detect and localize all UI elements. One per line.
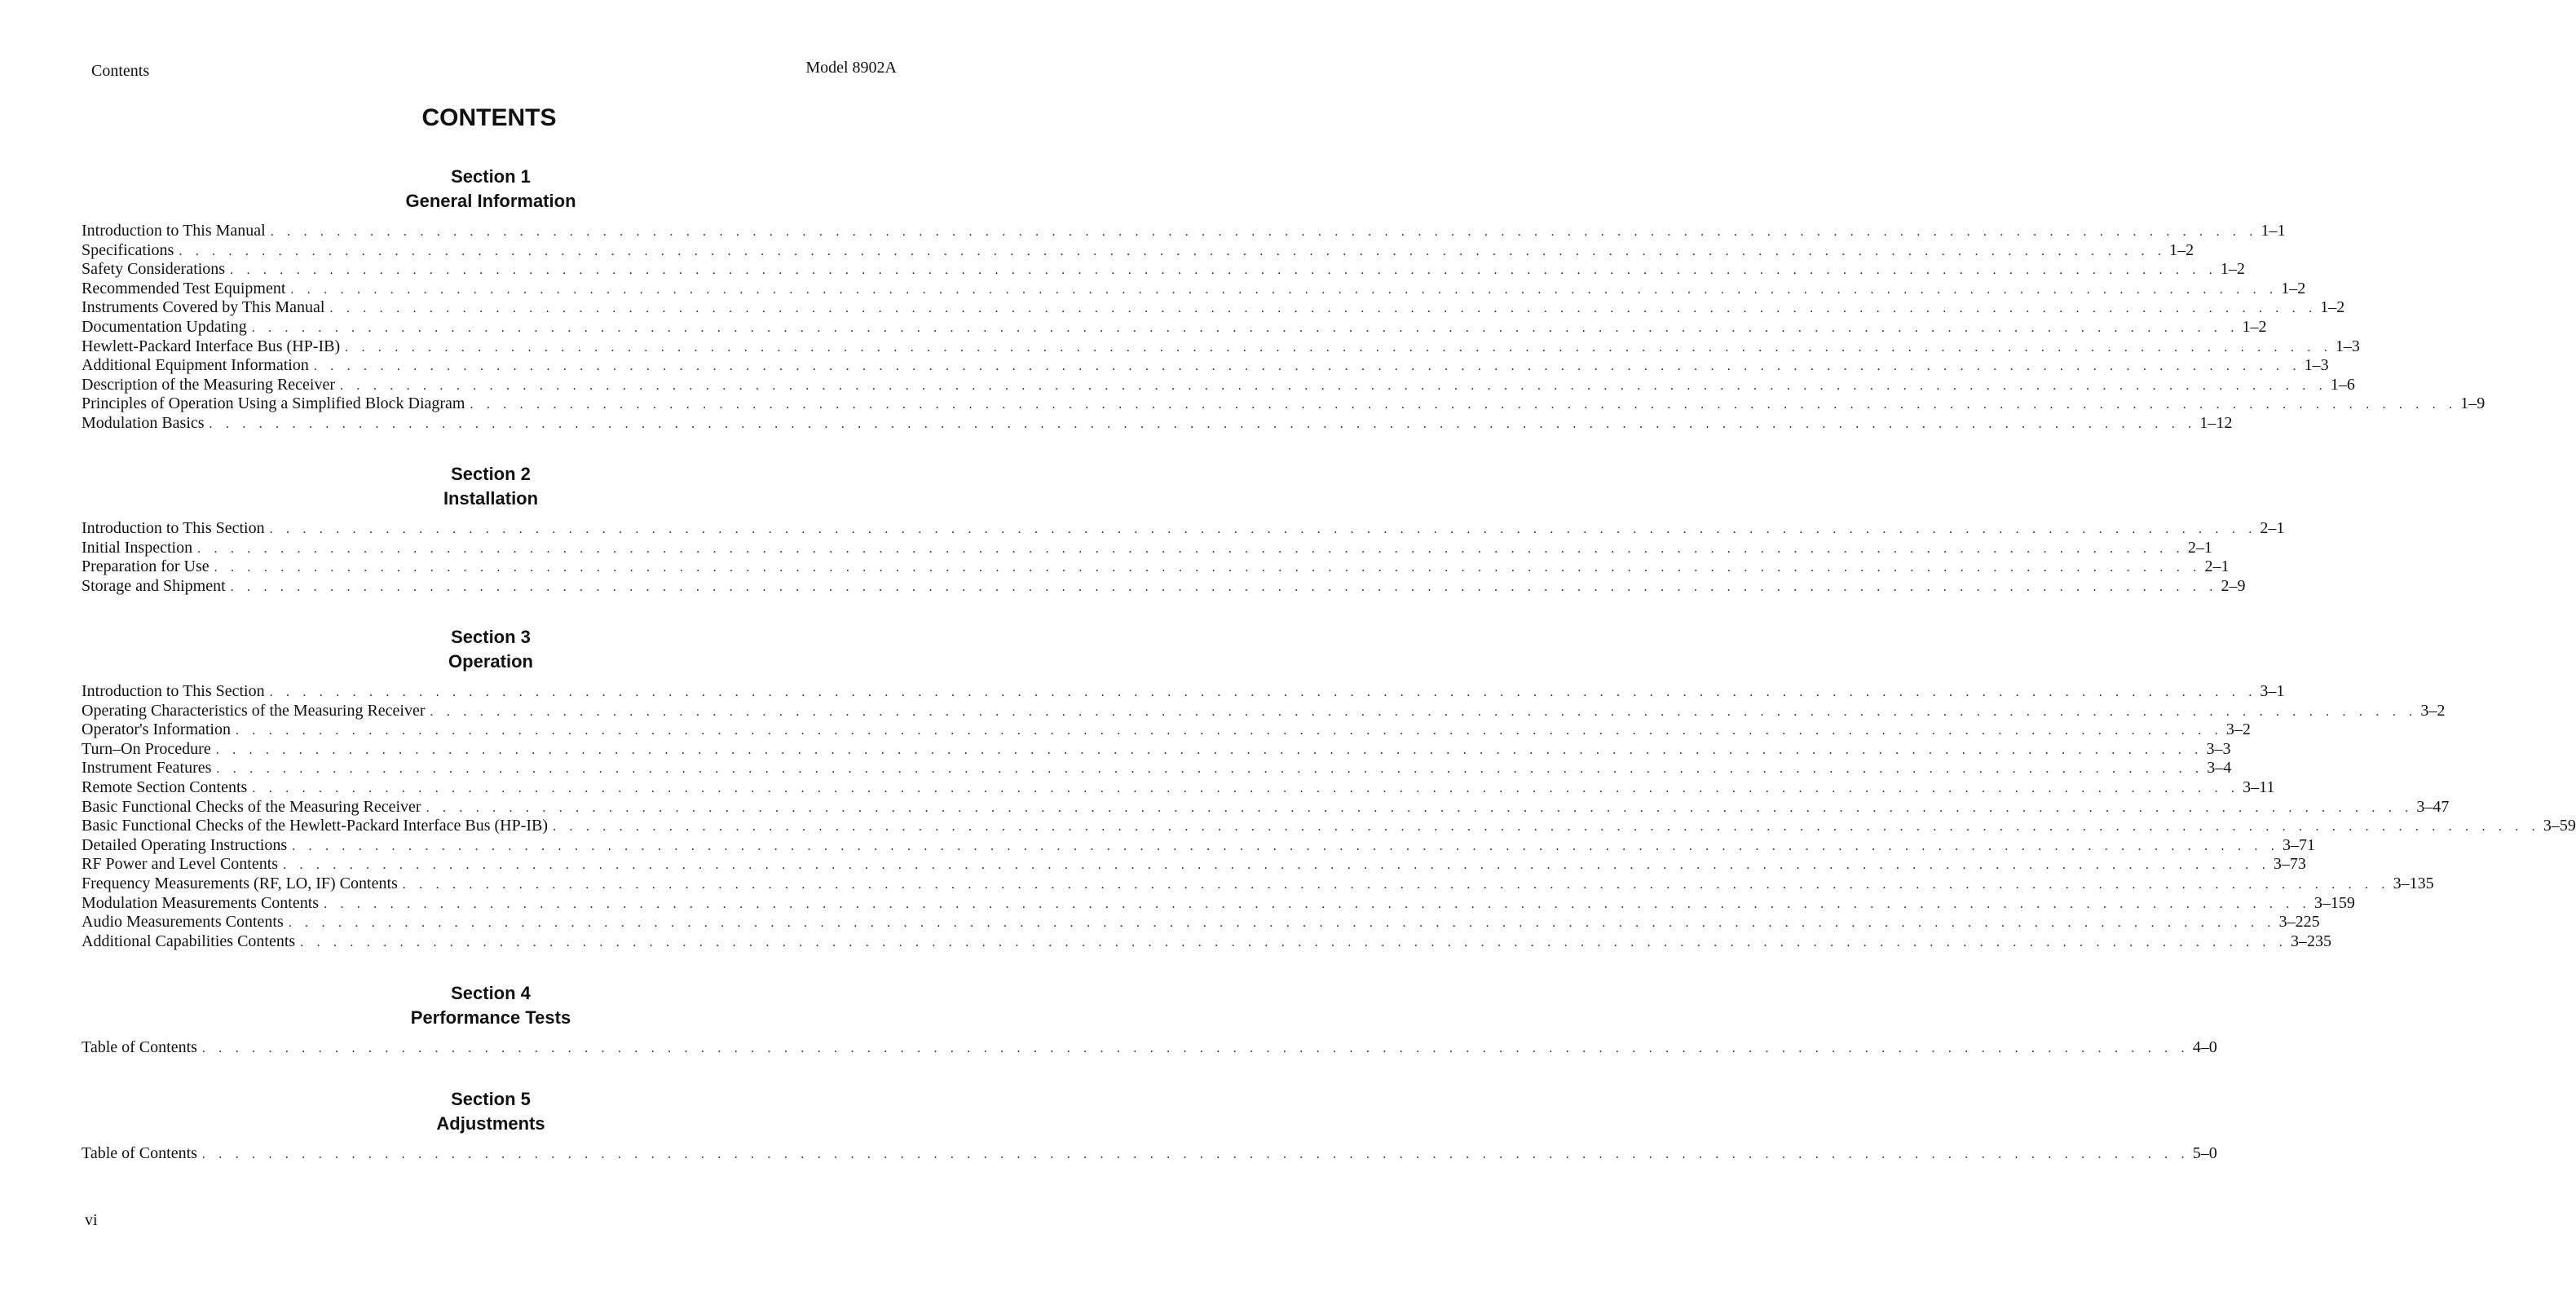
- toc-entry-title: Storage and Shipment: [82, 576, 226, 595]
- toc-entry-title: Instruments Covered by This Manual: [82, 298, 325, 317]
- dot-leader: . . . . . . . . . . . . . . . . . . . . . . . . . . . . . . . . . . . . . . . . . . . . . . . . . . . . . . . . . . . . . . . . . . . . . . . . . . . . . . . . . . . . . . . . . . . . . . . . . . . . . . . . . . . . . . . . . . . . . . . .: [288, 916, 2276, 931]
- toc-entry: [82, 778, 2275, 798]
- toc-entry-page: 2–1: [2260, 519, 2285, 537]
- toc-entry: [82, 797, 2450, 817]
- toc-entry: [82, 682, 2285, 702]
- toc-entry-page: 3–11: [2243, 778, 2275, 796]
- toc-entry-title: Turn–On Procedure: [82, 739, 211, 758]
- dot-leader: . . . . . . . . . . . . . . . . . . . . . . . . . . . . . . . . . . . . . . . . . . . . . . . . . . . . . . . . . . . . . . . . . . . . . . . . . . . . . . . . . . . . . . . . . . . . . . . . . . . . . . . . . . . . . . . . . . . . . . . .: [209, 416, 2197, 431]
- toc-entry-title: Modulation Measurements Contents: [82, 893, 320, 912]
- dot-leader: . . . . . . . . . . . . . . . . . . . . . . . . . . . . . . . . . . . . . . . . . . . . . . . . . . . . . . . . . . . . . . . . . . . . . . . . . . . . . . . . . . . . . . . . . . . . . . . . . . . . . . . . . . . . . . . . . . . . . . . .: [230, 263, 2217, 278]
- toc-entry-title: Table of Contents: [82, 1144, 197, 1162]
- dot-leader: . . . . . . . . . . . . . . . . . . . . . . . . . . . . . . . . . . . . . . . . . . . . . . . . . . . . . . . . . . . . . . . . . . . . . . . . . . . . . . . . . . . . . . . . . . . . . . . . . . . . . . . . . . . . . . . . . . . . . . . .: [292, 839, 2279, 853]
- toc-entry-title: Frequency Measurements (RF, LO, IF) Contents: [82, 874, 398, 892]
- section-block: [82, 165, 2486, 434]
- toc-entry-title: Instrument Features: [82, 759, 212, 778]
- toc-entries: [82, 222, 2486, 434]
- dot-leader: . . . . . . . . . . . . . . . . . . . . . . . . . . . . . . . . . . . . . . . . . . . . . . . . . . . . . . . . . . . . . . . . . . . . . . . . . . . . . . . . . . . . . . . . . . . . . . . . . . . . . . . . . . . . . . . . . . . . . . . .: [283, 858, 2270, 873]
- toc-entry-page: 1–3: [2335, 337, 2360, 355]
- toc-entry-page: 1–1: [2261, 222, 2286, 240]
- toc-entry-title: Description of the Measuring Receiver: [82, 375, 336, 394]
- dot-leader: . . . . . . . . . . . . . . . . . . . . . . . . . . . . . . . . . . . . . . . . . . . . . . . . . . . . . . . . . . . . . . . . . . . . . . . . . . . . . . . . . . . . . . . . . . . . . . . . . . . . . . . . . . . . . . . . . . . . . . . .: [270, 225, 2258, 239]
- toc-entry-page: 2–9: [2221, 576, 2246, 595]
- toc-entry: [82, 538, 2212, 558]
- toc-entry-title: Additional Equipment Information: [82, 356, 309, 375]
- running-head-right: Model 8902A: [805, 59, 897, 77]
- dot-leader: . . . . . . . . . . . . . . . . . . . . . . . . . . . . . . . . . . . . . . . . . . . . . . . . . . . . . . . . . . . . . . . . . . . . . . . . . . . . . . . . . . . . . . . . . . . . . . . . . . . . . . . . . . . . . . . . . . . . . . . .: [345, 340, 2332, 355]
- dot-leader: . . . . . . . . . . . . . . . . . . . . . . . . . . . . . . . . . . . . . . . . . . . . . . . . . . . . . . . . . . . . . . . . . . . . . . . . . . . . . . . . . . . . . . . . . . . . . . . . . . . . . . . . . . . . . . . . . . . . . . . .: [470, 398, 2458, 412]
- toc-entry-title: Additional Capabilities Contents: [82, 932, 296, 950]
- toc-entry-page: 4–0: [2192, 1038, 2217, 1056]
- page-folio: vi: [85, 1211, 98, 1229]
- section-name: Performance Tests: [410, 1007, 571, 1028]
- toc-entry-title: Basic Functional Checks of the Hewlett-Packard Interface Bus (HP-IB): [82, 817, 549, 835]
- toc-entry: [82, 759, 2232, 778]
- toc-entry: [82, 932, 2332, 952]
- section-block: [82, 981, 2217, 1058]
- toc-entry-title: Specifications: [82, 240, 174, 259]
- toc-entry: [82, 240, 2194, 261]
- dot-leader: . . . . . . . . . . . . . . . . . . . . . . . . . . . . . . . . . . . . . . . . . . . . . . . . . . . . . . . . . . . . . . . . . . . . . . . . . . . . . . . . . . . . . . . . . . . . . . . . . . . . . . . . . . . . . . . . . . . . . . . .: [313, 359, 2301, 374]
- dot-leader: . . . . . . . . . . . . . . . . . . . . . . . . . . . . . . . . . . . . . . . . . . . . . . . . . . . . . . . . . . . . . . . . . . . . . . . . . . . . . . . . . . . . . . . . . . . . . . . . . . . . . . . . . . . . . . . . . . . . . . . .: [251, 320, 2239, 335]
- dot-leader: . . . . . . . . . . . . . . . . . . . . . . . . . . . . . . . . . . . . . . . . . . . . . . . . . . . . . . . . . . . . . . . . . . . . . . . . . . . . . . . . . . . . . . . . . . . . . . . . . . . . . . . . . . . . . . . . . . . . . . . .: [215, 742, 2203, 757]
- section-block: [82, 1087, 2217, 1164]
- toc-entries: [82, 682, 2576, 951]
- toc-entry-page: 3–2: [2225, 720, 2251, 739]
- dot-leader: . . . . . . . . . . . . . . . . . . . . . . . . . . . . . . . . . . . . . . . . . . . . . . . . . . . . . . . . . . . . . . . . . . . . . . . . . . . . . . . . . . . . . . . . . . . . . . . . . . . . . . . . . . . . . . . . . . . . . . . .: [426, 800, 2414, 815]
- section-number: Section 1: [451, 166, 531, 187]
- toc-entry: [82, 576, 2246, 597]
- toc-entries: [82, 1144, 2217, 1164]
- toc-entry-page: 3–159: [2314, 893, 2355, 912]
- toc-entry-page: 1–3: [2304, 356, 2329, 375]
- toc-entry: [82, 557, 2230, 577]
- section-number: Section 3: [451, 627, 531, 647]
- toc-entry: [82, 317, 2267, 337]
- toc-entry: [82, 1144, 2217, 1164]
- toc-entry-page: 3–225: [2278, 913, 2320, 932]
- toc-entry-page: 1–2: [2281, 279, 2306, 297]
- toc-entry: [82, 394, 2486, 414]
- toc-entry-page: 3–235: [2291, 932, 2332, 950]
- toc-entry-page: 1–2: [2320, 298, 2345, 317]
- toc-entry: [82, 356, 2329, 376]
- toc-entry-title: Documentation Updating: [82, 317, 247, 336]
- dot-leader: . . . . . . . . . . . . . . . . . . . . . . . . . . . . . . . . . . . . . . . . . . . . . . . . . . . . . . . . . . . . . . . . . . . . . . . . . . . . . . . . . . . . . . . . . . . . . . . . . . . . . . . . . . . . . . . . . . . . . . . .: [179, 244, 2167, 258]
- page-title: CONTENTS: [421, 104, 557, 131]
- toc-entry-title: Modulation Basics: [82, 413, 205, 432]
- dot-leader: . . . . . . . . . . . . . . . . . . . . . . . . . . . . . . . . . . . . . . . . . . . . . . . . . . . . . . . . . . . . . . . . . . . . . . . . . . . . . . . . . . . . . . . . . . . . . . . . . . . . . . . . . . . . . . . . . . . . . . . .: [201, 1042, 2190, 1055]
- toc-entry: [82, 720, 2251, 740]
- dot-leader: . . . . . . . . . . . . . . . . . . . . . . . . . . . . . . . . . . . . . . . . . . . . . . . . . . . . . . . . . . . . . . . . . . . . . . . . . . . . . . . . . . . . . . . . . . . . . . . . . . . . . . . . . . . . . . . . . . . . . . . .: [340, 378, 2327, 393]
- section-name: Adjustments: [436, 1113, 545, 1134]
- section-block: [82, 625, 2576, 951]
- toc-entry-page: 3–4: [2207, 759, 2232, 778]
- toc-entry-title: Preparation for Use: [82, 557, 210, 576]
- toc-entry-page: 1–2: [2169, 240, 2194, 259]
- toc-entry-page: 1–9: [2460, 394, 2486, 413]
- toc-entry-page: 3–1: [2260, 682, 2285, 700]
- toc-entry-title: Audio Measurements Contents: [82, 913, 284, 932]
- dot-leader: . . . . . . . . . . . . . . . . . . . . . . . . . . . . . . . . . . . . . . . . . . . . . . . . . . . . . . . . . . . . . . . . . . . . . . . . . . . . . . . . . . . . . . . . . . . . . . . . . . . . . . . . . . . . . . . . . . . . . . . .: [430, 704, 2418, 719]
- toc-entry: [82, 375, 2355, 395]
- dot-leader: . . . . . . . . . . . . . . . . . . . . . . . . . . . . . . . . . . . . . . . . . . . . . . . . . . . . . . . . . . . . . . . . . . . . . . . . . . . . . . . . . . . . . . . . . . . . . . . . . . . . . . . . . . . . . . . . . . . . . . . .: [230, 579, 2218, 594]
- toc-entry-title: Detailed Operating Instructions: [82, 835, 288, 854]
- toc-entry-title: RF Power and Level Contents: [82, 855, 279, 874]
- toc-entry: [82, 519, 2285, 539]
- toc-entry: [82, 298, 2345, 318]
- toc-entry-title: Hewlett-Packard Interface Bus (HP-IB): [82, 337, 341, 355]
- toc-entry-page: 3–71: [2282, 835, 2315, 854]
- dot-leader: . . . . . . . . . . . . . . . . . . . . . . . . . . . . . . . . . . . . . . . . . . . . . . . . . . . . . . . . . . . . . . . . . . . . . . . . . . . . . . . . . . . . . . . . . . . . . . . . . . . . . . . . . . . . . . . . . . . . . . . .: [197, 541, 2185, 556]
- toc-entry: [82, 337, 2360, 357]
- toc-entry-page: 1–6: [2330, 375, 2355, 394]
- toc-entry-title: Safety Considerations: [82, 260, 226, 279]
- toc-entry-title: Introduction to This Section: [82, 519, 265, 537]
- toc-entry: [82, 260, 2245, 280]
- toc-entry-page: 1–2: [2242, 317, 2267, 336]
- toc-entry-title: Operating Characteristics of the Measuring Receiver: [82, 701, 426, 720]
- section-number: Section 2: [451, 464, 531, 484]
- running-head-left: Contents: [91, 62, 150, 80]
- toc-entry: [82, 835, 2315, 856]
- toc-entry: [82, 893, 2355, 914]
- toc-entry-page: 2–1: [2204, 557, 2230, 576]
- toc-entry: [82, 279, 2306, 299]
- toc-entry: [82, 913, 2320, 932]
- toc-entry-page: 3–2: [2420, 701, 2446, 720]
- toc-entry-page: 3–59: [2543, 817, 2576, 835]
- toc-entry-title: Remote Section Contents: [82, 778, 248, 796]
- dot-leader: . . . . . . . . . . . . . . . . . . . . . . . . . . . . . . . . . . . . . . . . . . . . . . . . . . . . . . . . . . . . . . . . . . . . . . . . . . . . . . . . . . . . . . . . . . . . . . . . . . . . . . . . . . . . . . . . . . . . . . . .: [402, 877, 2390, 892]
- toc-entry-page: 3–135: [2393, 874, 2434, 892]
- dot-leader: . . . . . . . . . . . . . . . . . . . . . . . . . . . . . . . . . . . . . . . . . . . . . . . . . . . . . . . . . . . . . . . . . . . . . . . . . . . . . . . . . . . . . . . . . . . . . . . . . . . . . . . . . . . . . . . . . . . . . . . .: [201, 1148, 2190, 1161]
- toc-entry-page: 2–1: [2187, 538, 2212, 557]
- dot-leader: . . . . . . . . . . . . . . . . . . . . . . . . . . . . . . . . . . . . . . . . . . . . . . . . . . . . . . . . . . . . . . . . . . . . . . . . . . . . . . . . . . . . . . . . . . . . . . . . . . . . . . . . . . . . . . . . . . . . . . . .: [300, 935, 2288, 949]
- dot-leader: . . . . . . . . . . . . . . . . . . . . . . . . . . . . . . . . . . . . . . . . . . . . . . . . . . . . . . . . . . . . . . . . . . . . . . . . . . . . . . . . . . . . . . . . . . . . . . . . . . . . . . . . . . . . . . . . . . . . . . . .: [214, 561, 2202, 575]
- toc-entry: [82, 739, 2231, 760]
- dot-leader: . . . . . . . . . . . . . . . . . . . . . . . . . . . . . . . . . . . . . . . . . . . . . . . . . . . . . . . . . . . . . . . . . . . . . . . . . . . . . . . . . . . . . . . . . . . . . . . . . . . . . . . . . . . . . . . . . . . . . . . .: [324, 896, 2311, 911]
- section-name: General Information: [405, 191, 576, 211]
- toc-entry-title: Introduction to This Section: [82, 682, 265, 700]
- dot-leader: . . . . . . . . . . . . . . . . . . . . . . . . . . . . . . . . . . . . . . . . . . . . . . . . . . . . . . . . . . . . . . . . . . . . . . . . . . . . . . . . . . . . . . . . . . . . . . . . . . . . . . . . . . . . . . . . . . . . . . . .: [290, 282, 2278, 297]
- toc-entry-page: 5–0: [2192, 1144, 2217, 1162]
- toc-entry-title: Operator's Information: [82, 720, 231, 739]
- dot-leader: . . . . . . . . . . . . . . . . . . . . . . . . . . . . . . . . . . . . . . . . . . . . . . . . . . . . . . . . . . . . . . . . . . . . . . . . . . . . . . . . . . . . . . . . . . . . . . . . . . . . . . . . . . . . . . . . . . . . . . . .: [329, 302, 2318, 316]
- toc-entry: [82, 855, 2306, 874]
- section-number: Section 5: [451, 1089, 531, 1109]
- section-name: Operation: [448, 651, 533, 672]
- toc-entry-title: Table of Contents: [82, 1038, 197, 1056]
- section-number: Section 4: [451, 983, 531, 1003]
- toc-entry-title: Basic Functional Checks of the Measuring Receiver: [82, 797, 421, 816]
- dot-leader: . . . . . . . . . . . . . . . . . . . . . . . . . . . . . . . . . . . . . . . . . . . . . . . . . . . . . . . . . . . . . . . . . . . . . . . . . . . . . . . . . . . . . . . . . . . . . . . . . . . . . . . . . . . . . . . . . . . . . . . .: [236, 724, 2223, 738]
- section-name: Installation: [443, 488, 539, 509]
- toc-entry-title: Initial Inspection: [82, 538, 193, 557]
- toc-entry-page: 1–2: [2220, 260, 2245, 279]
- toc-entry-page: 1–12: [2199, 413, 2233, 432]
- dot-leader: . . . . . . . . . . . . . . . . . . . . . . . . . . . . . . . . . . . . . . . . . . . . . . . . . . . . . . . . . . . . . . . . . . . . . . . . . . . . . . . . . . . . . . . . . . . . . . . . . . . . . . . . . . . . . . . . . . . . . . . .: [252, 781, 2240, 795]
- toc-entry: [82, 817, 2576, 836]
- dot-leader: . . . . . . . . . . . . . . . . . . . . . . . . . . . . . . . . . . . . . . . . . . . . . . . . . . . . . . . . . . . . . . . . . . . . . . . . . . . . . . . . . . . . . . . . . . . . . . . . . . . . . . . . . . . . . . . . . . . . . . . .: [269, 685, 2257, 699]
- toc-entry: [82, 222, 2286, 241]
- toc-entry-page: 3–73: [2273, 855, 2306, 874]
- dot-leader: . . . . . . . . . . . . . . . . . . . . . . . . . . . . . . . . . . . . . . . . . . . . . . . . . . . . . . . . . . . . . . . . . . . . . . . . . . . . . . . . . . . . . . . . . . . . . . . . . . . . . . . . . . . . . . . . . . . . . . . .: [216, 762, 2204, 777]
- toc-entry: [82, 1038, 2217, 1058]
- toc-entry: [82, 874, 2434, 894]
- toc-entry-title: Recommended Test Equipment: [82, 279, 286, 297]
- toc-entry-page: 3–3: [2206, 739, 2231, 758]
- section-block: [82, 462, 2285, 596]
- toc-entries: [82, 519, 2285, 596]
- toc-entry: [82, 701, 2446, 721]
- toc-entries: [82, 1038, 2217, 1058]
- toc-entry-title: Principles of Operation Using a Simplified Block Diagram: [82, 394, 465, 413]
- dot-leader: . . . . . . . . . . . . . . . . . . . . . . . . . . . . . . . . . . . . . . . . . . . . . . . . . . . . . . . . . . . . . . . . . . . . . . . . . . . . . . . . . . . . . . . . . . . . . . . . . . . . . . . . . . . . . . . . . . . . . . . .: [553, 820, 2540, 835]
- toc-entry: [82, 413, 2233, 434]
- toc-entry-page: 3–47: [2416, 797, 2450, 816]
- toc-entry-title: Introduction to This Manual: [82, 222, 266, 240]
- dot-leader: . . . . . . . . . . . . . . . . . . . . . . . . . . . . . . . . . . . . . . . . . . . . . . . . . . . . . . . . . . . . . . . . . . . . . . . . . . . . . . . . . . . . . . . . . . . . . . . . . . . . . . . . . . . . . . . . . . . . . . . .: [269, 522, 2257, 536]
